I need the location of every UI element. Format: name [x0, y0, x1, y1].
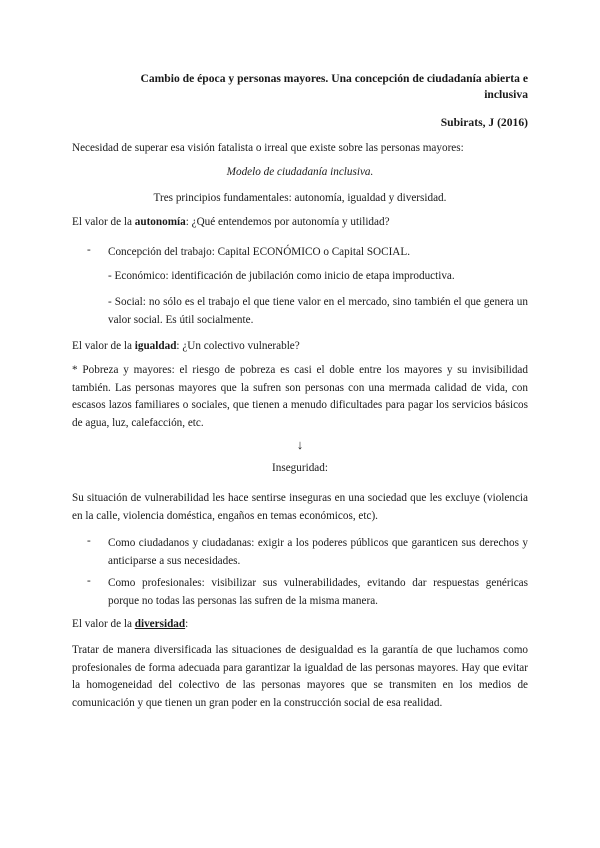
heading-prefix: El valor de la [72, 216, 135, 228]
heading-suffix: : ¿Un colectivo vulnerable? [176, 340, 300, 352]
heading-prefix: El valor de la [72, 340, 135, 352]
autonomia-sub-economico: - Económico: identificación de jubilación como inicio de etapa improductiva. [108, 270, 455, 282]
autonomia-sub-social: - Social: no sólo es el trabajo el que tiene valor en el mercado, sino también el que genera un valor social. Es útil socialmente. [108, 296, 528, 326]
bullet-mark: - [87, 244, 91, 256]
diversidad-paragraph: Tratar de manera diversificada las situaciones de desigualdad es la garantía de que luchamos como profesionales de forma adecuada para garantizar la igualdad de las personas mayores. Hay que evitar la homogeneidad del colectivo de las personas mayores que se transmiten en los medios de comunicación y que tienen un gran poder en la construcción social de esa realidad. [72, 644, 528, 709]
inseguridad-label: Inseguridad: [272, 462, 328, 474]
heading-prefix: El valor de la [72, 618, 135, 630]
heading-suffix: : ¿Qué entendemos por autonomía y utilidad? [185, 216, 390, 228]
diversidad-heading [72, 616, 528, 634]
pobreza-paragraph: * Pobreza y mayores: el riesgo de pobreza es casi el doble entre los mayores y su invisibilidad también. Las personas mayores que la sufren son personas con una mermada calidad de vida, con escasos lazos familiares o sociales, que tienen a menudo dificultades para pagar los servicios básicos de agua, luz, calefacción, etc. [72, 364, 528, 429]
bullet-mark: - [87, 535, 91, 547]
model-title: Modelo de ciudadanía inclusiva. [226, 166, 374, 178]
autonomia-heading [72, 214, 528, 232]
igualdad-heading [72, 338, 528, 356]
heading-suffix: : [185, 618, 189, 630]
bullet-mark: - [87, 575, 91, 587]
down-arrow-icon: ↓ [296, 437, 304, 452]
document-author: Subirats, J (2016) [440, 116, 528, 129]
profesionales-bullet: Como profesionales: visibilizar sus vulnerabilidades, evitando dar respuestas genéricas porque no todas las personas las sufren de la misma manera. [108, 577, 528, 607]
heading-keyword: diversidad [134, 618, 186, 630]
ciudadanos-bullet: Como ciudadanos y ciudadanas: exigir a los poderes públicos que garanticen sus derechos y anticiparse a sus necesidades. [108, 537, 528, 567]
heading-keyword: autonomía [134, 216, 186, 228]
principles-line: Tres principios fundamentales: autonomía, igualdad y diversidad. [153, 192, 447, 204]
vulnerabilidad-paragraph: Su situación de vulnerabilidad les hace sentirse inseguras en una sociedad que les excluye (violencia en la calle, violencia doméstica, engaños en temas económicos, etc). [72, 492, 528, 522]
intro-paragraph: Necesidad de superar esa visión fatalista o irreal que existe sobre las personas mayores: [72, 142, 464, 154]
heading-keyword: igualdad [134, 340, 177, 352]
autonomia-bullet: Concepción del trabajo: Capital ECONÓMICO o Capital SOCIAL. [108, 246, 411, 258]
document-title: Cambio de época y personas mayores. Una concepción de ciudadanía abierta e inclusiva [140, 72, 528, 101]
